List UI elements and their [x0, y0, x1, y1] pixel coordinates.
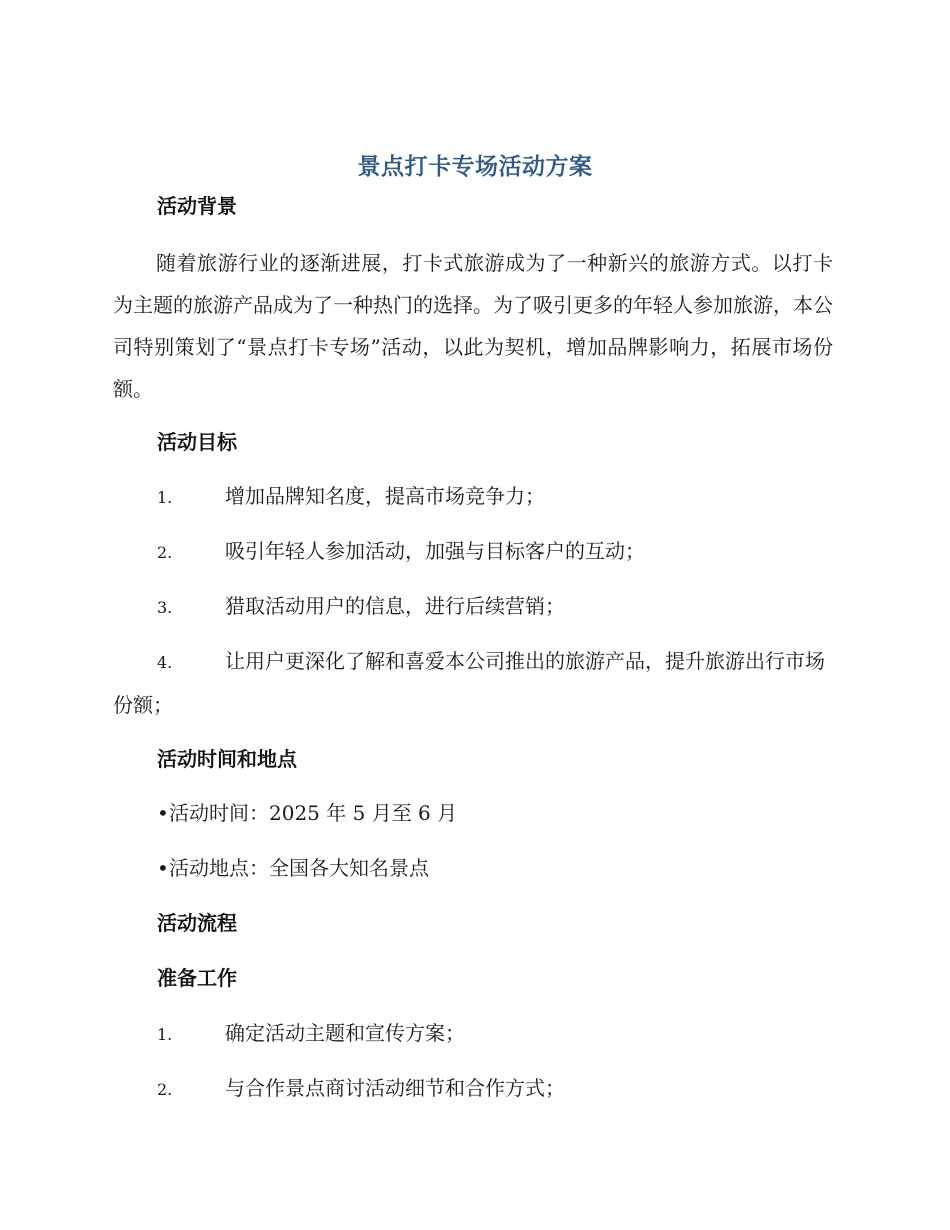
bullet-icon: •: [157, 801, 169, 825]
list-number: 4.: [157, 653, 173, 672]
list-text: 让用户更深化了解和喜爱本公司推出的旅游产品，提升旅游出行市场份额；: [113, 649, 825, 717]
list-number: 2.: [157, 1080, 173, 1099]
section-heading-background: 活动背景: [157, 194, 237, 218]
list-text: 增加品牌知名度，提高市场竞争力；: [225, 484, 545, 508]
goal-item: [113, 585, 833, 629]
list-number: 1.: [157, 488, 173, 507]
list-text: 确定活动主题和宣传方案；: [225, 1021, 465, 1045]
list-number: 3.: [157, 598, 173, 617]
section-heading-time-place: 活动时间和地点: [157, 747, 297, 771]
goal-item: [113, 640, 833, 726]
bullet-text: 活动地点：全国各大知名景点: [169, 856, 429, 880]
time-place-item: [157, 799, 457, 827]
list-number: 1.: [157, 1025, 173, 1044]
document-title: 景点打卡专场活动方案: [357, 154, 593, 180]
time-place-item: [157, 854, 429, 882]
bullet-icon: •: [157, 856, 169, 880]
preparation-item: [113, 1012, 833, 1056]
section-heading-preparation: 准备工作: [157, 966, 237, 990]
list-text: 猎取活动用户的信息，进行后续营销；: [225, 594, 565, 618]
section-heading-goals: 活动目标: [157, 430, 237, 454]
goal-item: [113, 530, 833, 574]
background-paragraph: 随着旅游行业的逐渐进展，打卡式旅游成为了一种新兴的旅游方式。以打卡为主题的旅游产品成为了一种热门的选择。为了吸引更多的年轻人参加旅游，本公司特别策划了“景点打卡专场”活动，以此为契机，增加品牌影响力，拓展市场份额。: [113, 251, 833, 401]
preparation-item: [113, 1067, 833, 1111]
goal-item: [113, 475, 833, 519]
list-number: 2.: [157, 543, 173, 562]
list-text: 与合作景点商讨活动细节和合作方式；: [225, 1076, 565, 1100]
section-heading-process: 活动流程: [157, 911, 237, 935]
list-text: 吸引年轻人参加活动，加强与目标客户的互动；: [225, 539, 645, 563]
bullet-text: 活动时间：2025 年 5 月至 6 月: [169, 801, 458, 825]
